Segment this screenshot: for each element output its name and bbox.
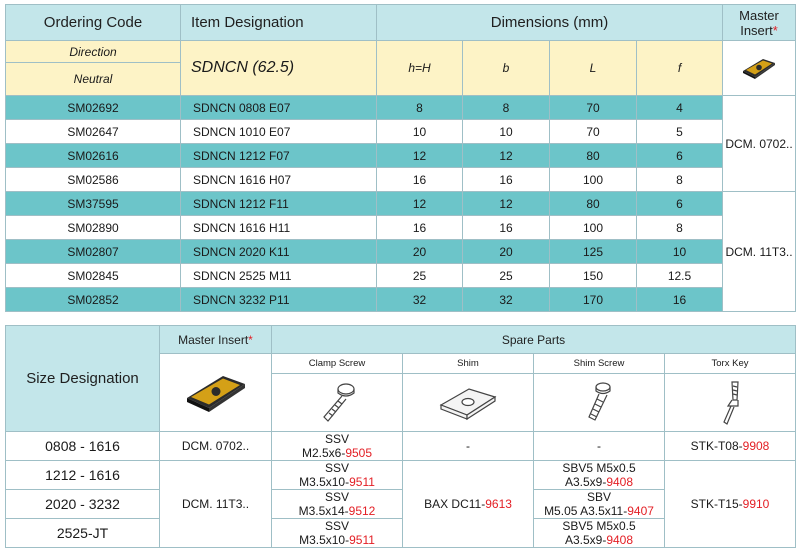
table-row: [6, 240, 796, 264]
item-cell: SDNCN 2020 K11: [181, 240, 377, 264]
table-row: [6, 144, 796, 168]
b-cell: 32: [463, 288, 550, 312]
insert-image-cell: [160, 354, 272, 432]
clamp-screw-type: SSV: [324, 519, 349, 533]
spare-parts-table: [5, 325, 796, 548]
table-row: [6, 461, 796, 490]
code-cell: SM02586: [6, 168, 181, 192]
header-spare-parts: Spare Parts: [272, 326, 796, 354]
shim-screw-spec: A3.5x9-: [564, 475, 607, 489]
insert-image-cell: [723, 41, 796, 96]
ordering-table: [5, 4, 796, 312]
code-cell: SM02852: [6, 288, 181, 312]
size-cell: 0808 - 1616: [6, 432, 160, 461]
dim-h-label: h=H: [377, 41, 463, 96]
header-size-designation: Size Designation: [6, 326, 160, 432]
L-cell: 70: [550, 96, 637, 120]
b-cell: 16: [463, 168, 550, 192]
header-ordering-code: Ordering Code: [6, 5, 181, 41]
clamp-screw-code: 9511: [349, 475, 375, 489]
insert-cell: DCM. 0702..: [160, 432, 272, 461]
torx-key-code: 9910: [742, 497, 770, 511]
f-cell: 5: [637, 120, 723, 144]
shim-spec: BAX DC11-: [424, 497, 486, 511]
h-cell: 10: [377, 120, 463, 144]
h-cell: 25: [377, 264, 463, 288]
insert-group-cell: DCM. 11T3..: [723, 192, 796, 312]
b-cell: 8: [463, 96, 550, 120]
L-cell: 100: [550, 216, 637, 240]
shim-screw-cell: [534, 519, 665, 548]
clamp-screw-type: SSV: [324, 490, 349, 504]
f-cell: 10: [637, 240, 723, 264]
shim-code: 9613: [485, 497, 512, 511]
item-cell: SDNCN 1212 F07: [181, 144, 377, 168]
h-cell: 12: [377, 192, 463, 216]
header-master-insert: [723, 5, 796, 41]
torx-key-spec: STK-T08-: [690, 439, 743, 453]
shim-screw-cell: [534, 461, 665, 490]
table-row: [6, 96, 796, 120]
torx-key-icon: [710, 378, 750, 428]
L-cell: 100: [550, 168, 637, 192]
code-cell: SM02890: [6, 216, 181, 240]
f-cell: 6: [637, 144, 723, 168]
insert-icon: [739, 55, 779, 81]
header-master-label: Master: [739, 7, 779, 23]
shim-screw-icon: [579, 379, 619, 427]
item-cell: SDNCN 1212 F11: [181, 192, 377, 216]
clamp-screw-icon: [312, 379, 362, 427]
clamp-screw-cell: [272, 490, 403, 519]
f-cell: 8: [637, 168, 723, 192]
torx-key-spec: STK-T15-: [690, 497, 743, 511]
L-cell: 80: [550, 192, 637, 216]
clamp-screw-image-cell: [272, 374, 403, 432]
header-shim: Shim: [403, 354, 534, 374]
table-row: [6, 288, 796, 312]
size-cell: 2020 - 3232: [6, 490, 160, 519]
clamp-screw-type: SSV: [324, 461, 349, 475]
b-cell: 20: [463, 240, 550, 264]
dim-L-label: L: [550, 41, 637, 96]
asterisk: *: [248, 332, 253, 347]
clamp-screw-code: 9512: [348, 504, 376, 518]
table-row: [6, 120, 796, 144]
header-clamp-screw: Clamp Screw: [272, 354, 403, 374]
f-cell: 16: [637, 288, 723, 312]
b-cell: 12: [463, 144, 550, 168]
clamp-screw-cell: [272, 519, 403, 548]
header-master-insert-label: Master Insert: [178, 332, 249, 347]
L-cell: 125: [550, 240, 637, 264]
designation-group: SDNCN (62.5): [181, 41, 377, 96]
h-cell: 32: [377, 288, 463, 312]
dim-f-label: f: [637, 41, 723, 96]
clamp-screw-spec: M3.5x10-: [299, 475, 350, 489]
shim-screw-spec: A3.5x9-: [564, 533, 607, 547]
table-row: [6, 168, 796, 192]
header-insert-label: Insert: [740, 22, 773, 38]
neutral-label: Neutral: [6, 63, 181, 96]
shim-cell: -: [403, 432, 534, 461]
insert-group-cell: DCM. 11T3..: [160, 461, 272, 548]
header-shim-screw: Shim Screw: [534, 354, 665, 374]
asterisk: *: [772, 22, 778, 38]
item-cell: SDNCN 1616 H11: [181, 216, 377, 240]
shim-screw-cell: [534, 490, 665, 519]
header-master-insert: [160, 326, 272, 354]
clamp-screw-cell: [272, 461, 403, 490]
table-row: [6, 264, 796, 288]
table-row: [6, 432, 796, 461]
code-cell: SM02845: [6, 264, 181, 288]
dim-b-label: b: [463, 41, 550, 96]
h-cell: 16: [377, 168, 463, 192]
shim-image-cell: [403, 374, 534, 432]
shim-screw-type: SBV5 M5x0.5: [562, 461, 636, 475]
f-cell: 4: [637, 96, 723, 120]
size-cell: 1212 - 1616: [6, 461, 160, 490]
torx-key-group-cell: [665, 461, 796, 548]
shim-screw-type: SBV5 M5x0.5: [562, 519, 636, 533]
torx-key-cell: [665, 432, 796, 461]
torx-key-code: 9908: [742, 439, 770, 453]
h-cell: 8: [377, 96, 463, 120]
L-cell: 80: [550, 144, 637, 168]
item-cell: SDNCN 3232 P11: [181, 288, 377, 312]
header-dimensions: Dimensions (mm): [377, 5, 723, 41]
f-cell: 6: [637, 192, 723, 216]
clamp-screw-type: SSV: [324, 432, 349, 446]
code-cell: SM37595: [6, 192, 181, 216]
b-cell: 10: [463, 120, 550, 144]
table-row: [6, 216, 796, 240]
h-cell: 12: [377, 144, 463, 168]
insert-group-cell: DCM. 0702..: [723, 96, 796, 192]
table-row: [6, 192, 796, 216]
code-cell: SM02616: [6, 144, 181, 168]
torx-key-image-cell: [665, 374, 796, 432]
clamp-screw-cell: [272, 432, 403, 461]
shim-screw-spec: M5.05 A3.5x11-: [544, 504, 628, 518]
L-cell: 150: [550, 264, 637, 288]
shim-screw-code: 9408: [606, 533, 634, 547]
clamp-screw-spec: M3.5x14-: [298, 504, 349, 518]
h-cell: 20: [377, 240, 463, 264]
h-cell: 16: [377, 216, 463, 240]
code-cell: SM02647: [6, 120, 181, 144]
clamp-screw-code: 9505: [345, 446, 373, 460]
code-cell: SM02692: [6, 96, 181, 120]
shim-icon: [435, 383, 501, 423]
b-cell: 12: [463, 192, 550, 216]
item-cell: SDNCN 2525 M11: [181, 264, 377, 288]
b-cell: 16: [463, 216, 550, 240]
header-torx-key: Torx Key: [665, 354, 796, 374]
clamp-screw-code: 9511: [349, 533, 375, 547]
header-item-designation: Item Designation: [181, 5, 377, 41]
insert-icon: [181, 370, 251, 416]
clamp-screw-spec: M3.5x10-: [299, 533, 350, 547]
shim-screw-cell: -: [534, 432, 665, 461]
code-cell: SM02807: [6, 240, 181, 264]
item-cell: SDNCN 1010 E07: [181, 120, 377, 144]
clamp-screw-spec: M2.5x6-: [301, 446, 346, 460]
b-cell: 25: [463, 264, 550, 288]
L-cell: 170: [550, 288, 637, 312]
shim-screw-type: SBV: [586, 490, 611, 504]
f-cell: 8: [637, 216, 723, 240]
size-cell: 2525-JT: [6, 519, 160, 548]
shim-screw-image-cell: [534, 374, 665, 432]
shim-screw-code: 9408: [606, 475, 634, 489]
direction-label: Direction: [6, 41, 181, 63]
shim-screw-code: 9407: [627, 504, 654, 518]
L-cell: 70: [550, 120, 637, 144]
item-cell: SDNCN 1616 H07: [181, 168, 377, 192]
shim-group-cell: [403, 461, 534, 548]
item-cell: SDNCN 0808 E07: [181, 96, 377, 120]
f-cell: 12.5: [637, 264, 723, 288]
